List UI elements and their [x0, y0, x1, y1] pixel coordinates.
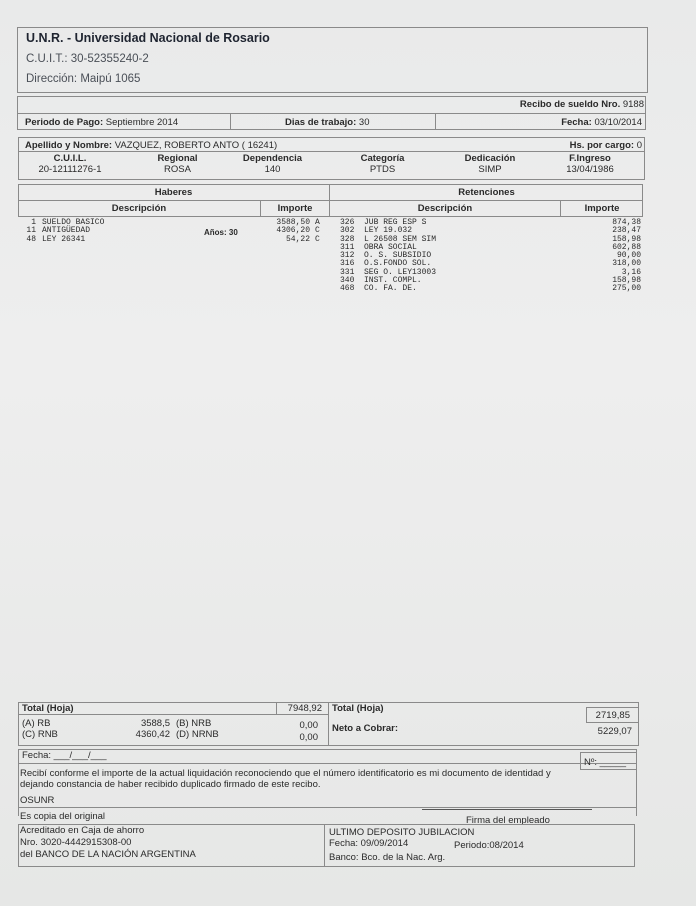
pension-deposit-period: Periodo:08/2014 — [454, 840, 524, 851]
haberes-codes — [22, 219, 36, 244]
institution-title: U.N.R. - Universidad Nacional de Rosario — [26, 31, 270, 45]
list-item: LEY 19.032 — [364, 226, 413, 236]
list-item: 312 — [340, 251, 355, 261]
conformity-text-line-2: dejando constancia de haber recibido duplicado firmado de este recibo. — [20, 779, 321, 790]
list-item: 316 — [340, 259, 355, 269]
list-item: LEY 26341 — [42, 234, 86, 244]
receipt-nro-line: Nº: _____ — [584, 757, 627, 768]
receipt-number-label: Recibo de sueldo Nro. 9188 — [519, 99, 644, 110]
account-line-1: Acreditado en Caja de ahorro — [20, 825, 145, 836]
list-item: SEG O. LEY13003 — [364, 267, 437, 277]
list-item: O.S.FONDO SOL. — [364, 259, 432, 269]
osunr-text: OSUNR — [20, 795, 55, 806]
list-item: 11 — [26, 226, 36, 236]
total-retenciones-label: Total (Hoja) — [332, 703, 384, 714]
list-item: 54,22 — [285, 234, 310, 244]
net-pay-value: 5229,07 — [597, 726, 632, 737]
list-item: 158,98 — [612, 276, 641, 286]
haberes-desc-header: Descripción — [111, 203, 167, 214]
dependencia-value: 140 — [264, 164, 281, 175]
account-line-2: Nro. 3020-4442915308-00 — [20, 837, 132, 848]
list-item: A — [315, 218, 320, 227]
list-item: 3588,50 — [276, 218, 310, 227]
retenciones-descriptions — [364, 219, 436, 294]
rb-value: 3588,5 — [140, 718, 170, 729]
pension-deposit-bank: Banco: Bco. de la Nac. Arg. — [329, 852, 446, 863]
cuit-text: C.U.I.T.: 30-52355240-2 — [26, 53, 149, 65]
nrb-value: 0,00 — [299, 720, 318, 731]
nrnb-value: 0,00 — [299, 732, 318, 743]
employee-name: Apellido y Nombre: VAZQUEZ, ROBERTO ANTO ( 16241) — [25, 140, 278, 151]
list-item: 3,16 — [621, 267, 641, 277]
net-pay-label: Neto a Cobrar: — [332, 723, 398, 734]
pay-period: Periodo de Pago: Septiembre 2014 — [25, 117, 179, 128]
haberes-flags — [315, 219, 320, 244]
list-item: 318,00 — [612, 259, 641, 269]
haberes-descriptions — [42, 219, 104, 244]
retenciones-importe-header: Importe — [584, 203, 620, 214]
rb-label: (A) RB — [22, 718, 51, 729]
retenciones-desc-header: Descripción — [417, 203, 473, 214]
ingreso-label: F.Ingreso — [569, 153, 611, 164]
list-item: L 26508 SEM SIM — [364, 234, 437, 244]
list-item: 331 — [340, 267, 355, 277]
receipt-date: Fecha: 03/10/2014 — [561, 117, 642, 128]
nrb-label: (B) NRB — [176, 718, 212, 729]
list-item: 302 — [340, 226, 355, 236]
cuil-label: C.U.I.L. — [53, 153, 87, 164]
total-haberes-label: Total (Hoja) — [22, 703, 74, 714]
list-item: 874,38 — [612, 218, 641, 227]
rnb-label: (C) RNB — [22, 729, 58, 740]
address-text: Dirección: Maipú 1065 — [26, 73, 141, 85]
copy-notice: Es copia del original — [20, 811, 106, 822]
list-item: 328 — [340, 234, 355, 244]
work-days: Dias de trabajo: 30 — [285, 117, 370, 128]
regional-label: Regional — [157, 153, 198, 164]
employee-signature-label: Firma del empleado — [466, 815, 550, 826]
list-item: 90,00 — [616, 251, 641, 261]
list-item: 4306,20 — [276, 226, 310, 236]
signature-date: Fecha: ___/___/___ — [22, 750, 107, 761]
antiguedad-years: Años: 30 — [204, 228, 238, 237]
list-item: C — [315, 226, 320, 236]
pension-deposit-date: Fecha: 09/09/2014 — [329, 838, 409, 849]
categoria-value: PTDS — [369, 164, 396, 175]
list-item: INST. COMPL. — [364, 276, 422, 286]
account-line-3: del BANCO DE LA NACIÓN ARGENTINA — [20, 849, 196, 860]
list-item: 326 — [340, 218, 355, 227]
list-item: 340 — [340, 276, 355, 286]
list-item: 48 — [26, 234, 36, 244]
list-item: OBRA SOCIAL — [364, 242, 417, 252]
list-item: 602,88 — [612, 242, 641, 252]
list-item: SUELDO BASICO — [42, 218, 105, 227]
retenciones-title: Retenciones — [458, 187, 515, 198]
haberes-title: Haberes — [154, 187, 193, 198]
total-haberes-value: 7948,92 — [287, 703, 322, 714]
retenciones-codes — [340, 219, 354, 294]
list-item: 238,47 — [612, 226, 641, 236]
regional-value: ROSA — [164, 164, 191, 175]
total-retenciones-value: 2719,85 — [595, 710, 630, 721]
list-item: O. S. SUBSIDIO — [364, 251, 432, 261]
dependencia-label: Dependencia — [242, 153, 303, 164]
categoria-label: Categoría — [360, 153, 405, 164]
receipt-number: 9188 — [622, 99, 644, 110]
list-item: 468 — [340, 284, 355, 294]
hours-per-post: Hs. por cargo: 0 — [569, 140, 642, 151]
list-item: 311 — [340, 242, 355, 252]
list-item: C — [315, 234, 320, 244]
list-item: JUB REG ESP S — [364, 218, 427, 227]
conformity-text-line-1: Recibí conforme el importe de la actual liquidación reconociendo que el número identificatorio es mi documento de identidad y — [20, 768, 551, 779]
list-item: 275,00 — [612, 284, 641, 294]
dedicacion-value: SIMP — [478, 164, 502, 175]
list-item: 158,98 — [612, 234, 641, 244]
ingreso-value: 13/04/1986 — [566, 164, 614, 175]
haberes-importe-header: Importe — [277, 203, 313, 214]
dedicacion-label: Dedicación — [464, 153, 516, 164]
nrnb-label: (D) NRNB — [176, 729, 219, 740]
cuil-value: 20-12111276-1 — [38, 164, 102, 175]
list-item: CO. FA. DE. — [364, 284, 417, 294]
rnb-value: 4360,42 — [135, 729, 170, 740]
list-item: ANTIGÜEDAD — [42, 226, 91, 236]
haberes-importes — [262, 219, 310, 244]
retenciones-importes — [580, 219, 641, 294]
list-item: 1 — [31, 218, 36, 227]
pension-deposit-title: ULTIMO DEPOSITO JUBILACION — [329, 827, 475, 838]
